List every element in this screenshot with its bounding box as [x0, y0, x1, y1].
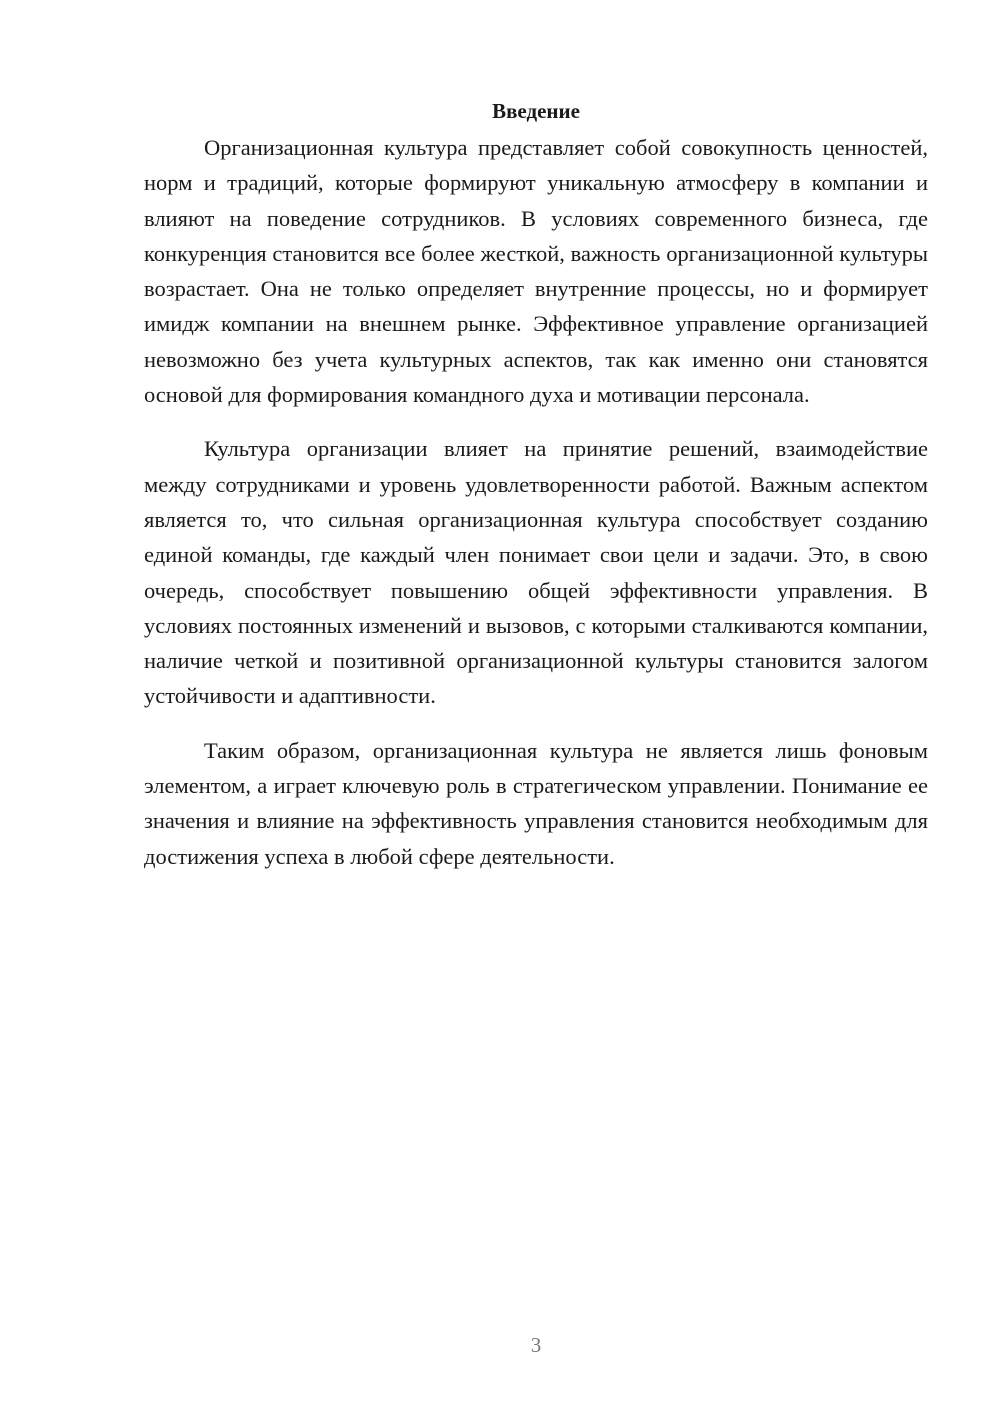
page-content: [144, 96, 928, 893]
paragraph-2: Культура организации влияет на принятие решений, взаимодействие между сотрудниками и уровень удовлетворенности работой. Важным аспектом является то, что сильная организационная культура способствует созданию единой команды, где каждый член понимает свои цели и задачи. Это, в свою очередь, способствует повышению общей эффективности управления. В условиях постоянных изменений и вызовов, с которыми сталкиваются компании, наличие четкой и позитивной организационной культуры становится залогом устойчивости и адаптивности.: [144, 436, 928, 709]
page-number: 3: [530, 1333, 542, 1357]
section-title: Введение: [492, 99, 580, 123]
paragraph-1: Организационная культура представляет собой совокупность ценностей, норм и традиций, которые формируют уникальную атмосферу в компании и влияют на поведение сотрудников. В условиях современного бизнеса, где конкуренция становится все более жесткой, важность организационной культуры возрастает. Она не только определяет внутренние процессы, но и формирует имидж компании на внешнем рынке. Эффективное управление организацией невозможно без учета культурных аспектов, так как именно они становятся основой для формирования командного духа и мотивации персонала.: [144, 135, 928, 408]
paragraph-3: Таким образом, организационная культура не является лишь фоновым элементом, а играет ключевую роль в стратегическом управлении. Понимание ее значения и влияние на эффективность управления становится необходимым для достижения успеха в любой сфере деятельности.: [144, 737, 928, 869]
